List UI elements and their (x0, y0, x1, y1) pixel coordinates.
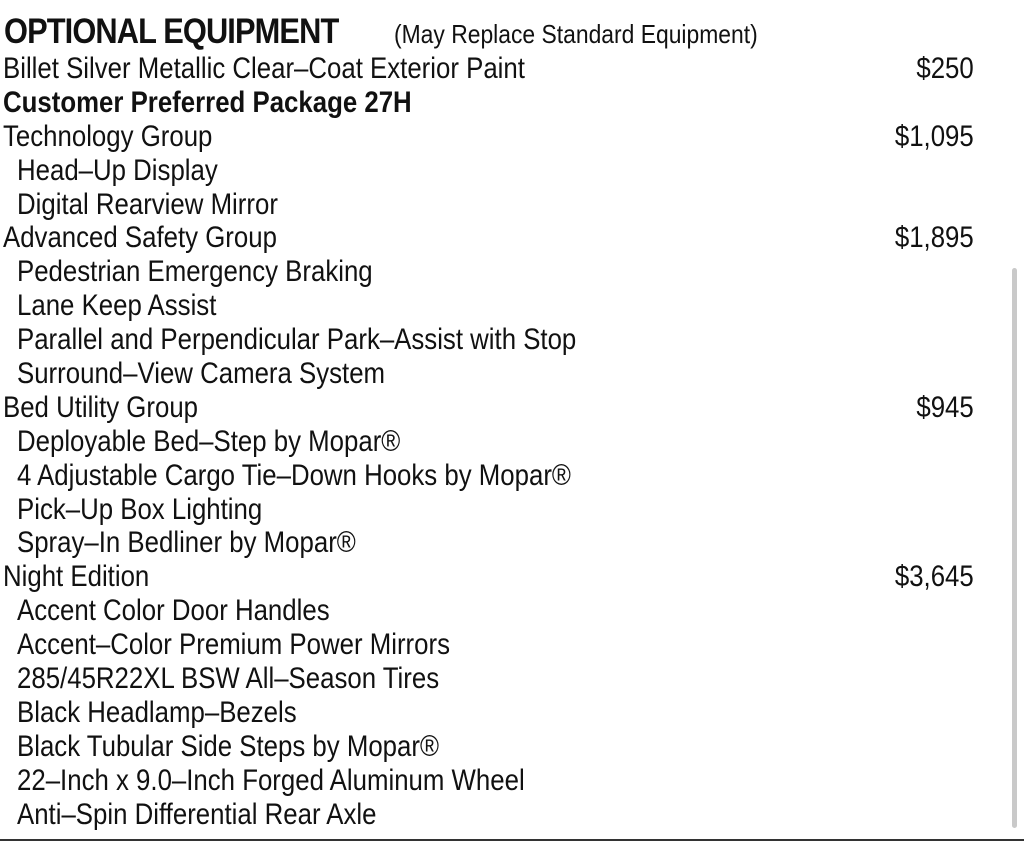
equipment-label: 285/45R22XL BSW All–Season Tires (17, 662, 440, 696)
section-subtitle: (May Replace Standard Equipment) (394, 19, 758, 49)
equipment-label: Pedestrian Emergency Braking (17, 255, 373, 289)
equipment-label: Night Edition (3, 560, 150, 594)
equipment-line-item (0, 120, 1024, 154)
equipment-label: 4 Adjustable Cargo Tie–Down Hooks by Mopar® (17, 458, 571, 492)
equipment-sub-item (0, 798, 1024, 832)
vertical-scrollbar[interactable] (1012, 268, 1017, 828)
equipment-sub-item (0, 526, 1024, 560)
equipment-label: Bed Utility Group (3, 390, 199, 424)
equipment-line-item (0, 391, 1024, 425)
equipment-sub-item (0, 289, 1024, 323)
equipment-label: Billet Silver Metallic Clear–Coat Exterior Paint (3, 52, 525, 85)
equipment-label: Black Headlamp–Bezels (17, 695, 297, 729)
equipment-line-item (0, 560, 1024, 594)
equipment-sub-item (0, 188, 1024, 222)
equipment-sub-item (0, 764, 1024, 798)
equipment-label: Accent Color Door Handles (17, 594, 330, 628)
equipment-sub-item (0, 594, 1024, 628)
equipment-price: $1,095 (895, 119, 974, 153)
equipment-label: Surround–View Camera System (17, 357, 386, 391)
equipment-label: Anti–Spin Differential Rear Axle (17, 797, 377, 831)
equipment-sub-item (0, 628, 1024, 662)
equipment-label: Deployable Bed–Step by Mopar® (17, 424, 401, 458)
equipment-sub-item (0, 730, 1024, 764)
section-title: OPTIONAL EQUIPMENT (4, 12, 339, 51)
equipment-label: Spray–In Bedliner by Mopar® (17, 526, 356, 560)
equipment-list (0, 52, 1024, 831)
equipment-sub-item (0, 425, 1024, 459)
equipment-price: $3,645 (895, 560, 974, 594)
equipment-sub-item (0, 493, 1024, 527)
equipment-label: Lane Keep Assist (17, 289, 217, 323)
equipment-label: Advanced Safety Group (3, 221, 277, 255)
equipment-label: Accent–Color Premium Power Mirrors (17, 628, 450, 662)
equipment-sub-item (0, 459, 1024, 493)
equipment-label: Technology Group (3, 119, 213, 153)
equipment-line-item (0, 52, 1024, 86)
equipment-sub-item (0, 255, 1024, 289)
equipment-label: 22–Inch x 9.0–Inch Forged Aluminum Wheel (17, 763, 525, 797)
equipment-sub-item (0, 662, 1024, 696)
equipment-sub-item (0, 154, 1024, 188)
equipment-price: $1,895 (895, 221, 974, 255)
equipment-label: Customer Preferred Package 27H (3, 85, 412, 119)
equipment-line-item (0, 221, 1024, 255)
equipment-price: $250 (916, 52, 974, 85)
package-heading (0, 86, 1024, 120)
bottom-divider (0, 839, 1024, 841)
equipment-label: Parallel and Perpendicular Park–Assist with Stop (17, 323, 577, 357)
equipment-price: $945 (916, 390, 974, 424)
equipment-sub-item (0, 696, 1024, 730)
equipment-label: Digital Rearview Mirror (17, 187, 278, 221)
equipment-label: Head–Up Display (17, 153, 218, 187)
equipment-label: Pick–Up Box Lighting (17, 492, 263, 526)
equipment-sub-item (0, 323, 1024, 357)
equipment-sub-item (0, 357, 1024, 391)
equipment-label: Black Tubular Side Steps by Mopar® (17, 729, 439, 763)
